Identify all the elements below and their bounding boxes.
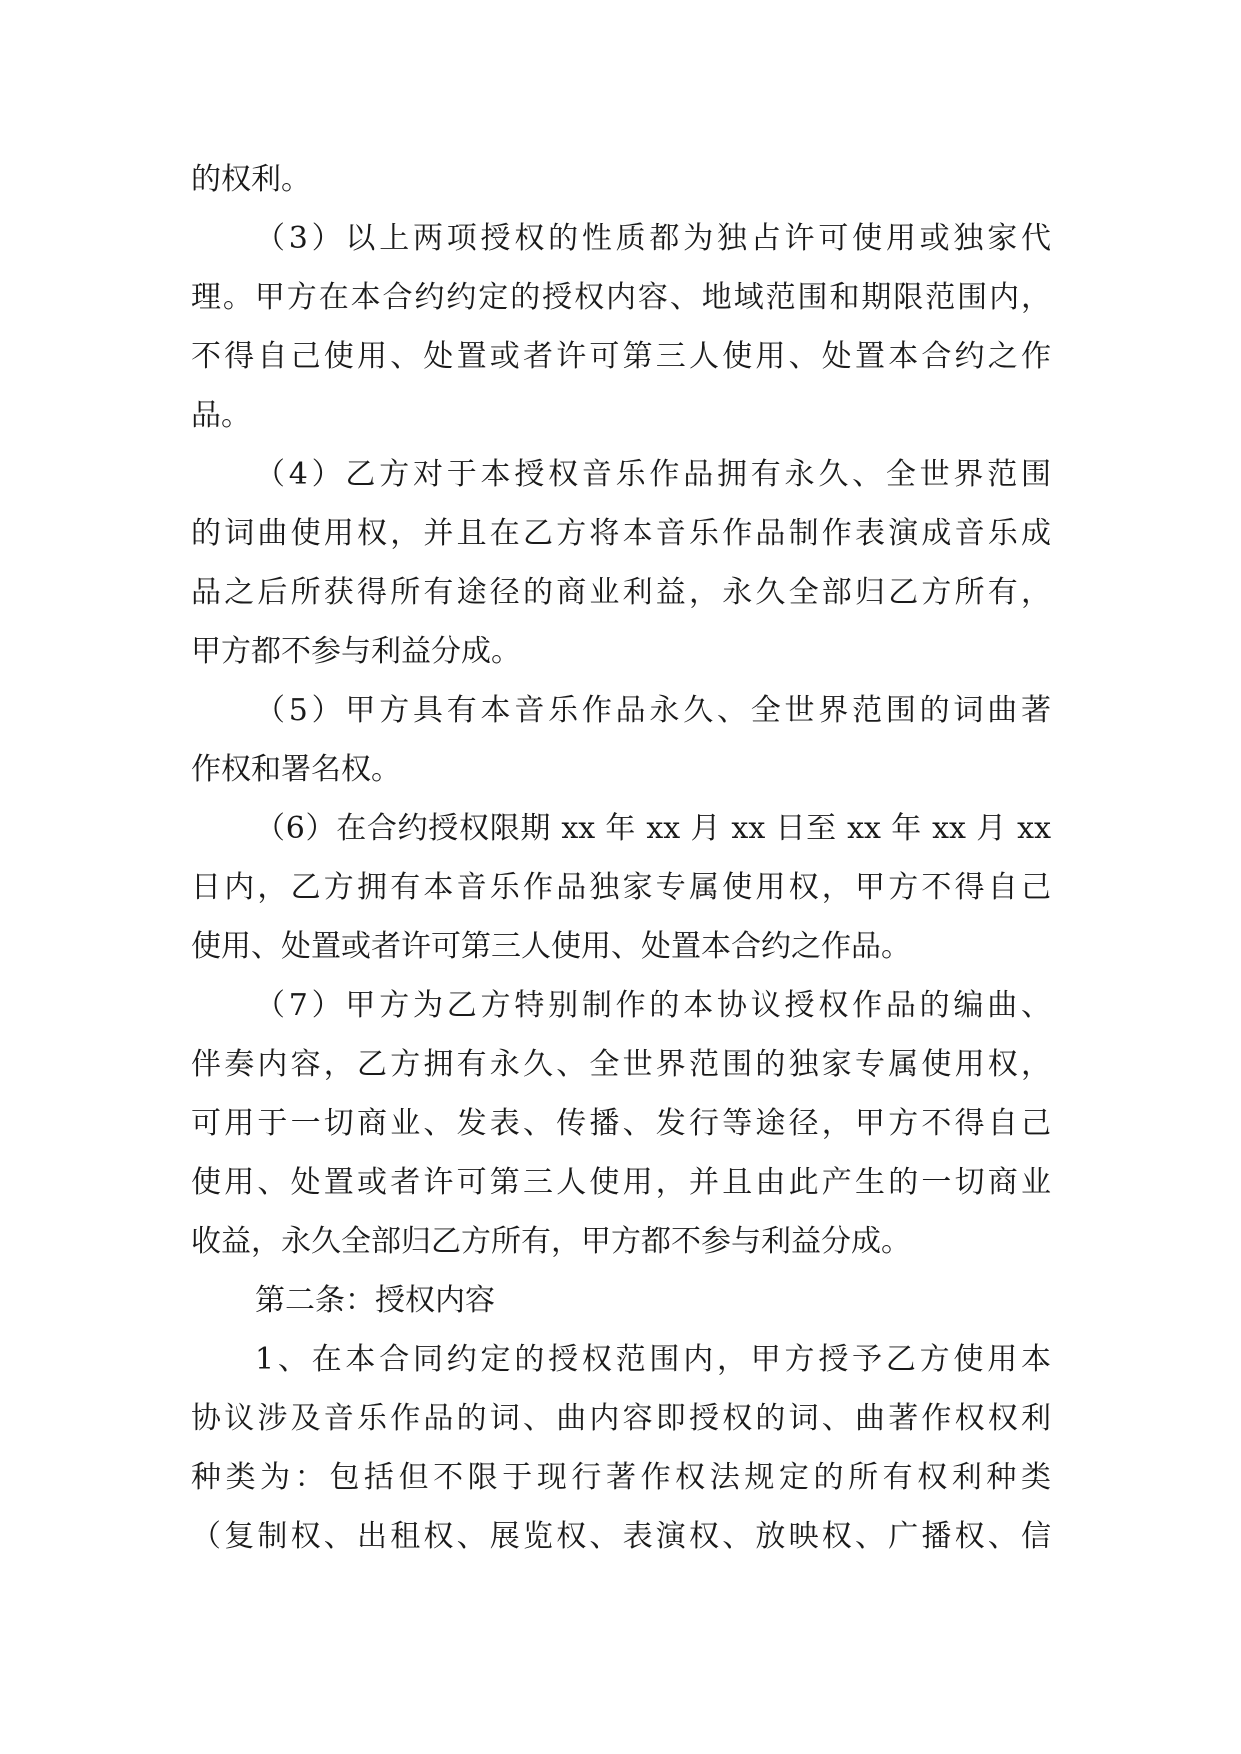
text-line: （7）甲方为乙方特别制作的本协议授权作品的编曲、	[255, 988, 1051, 1023]
text-line: 理。甲方在本合约约定的授权内容、地域范围和期限范围内，	[191, 280, 1051, 315]
text-line: 的词曲使用权，并且在乙方将本音乐作品制作表演成音乐成	[191, 516, 1051, 551]
text-line: （3）以上两项授权的性质都为独占许可使用或独家代	[255, 221, 1051, 256]
text-line: （6）在合约授权限期 xx 年 xx 月 xx 日至 xx 年 xx 月 xx	[255, 811, 1051, 846]
text-line: 的权利。	[191, 162, 311, 197]
text-line: 种类为：包括但不限于现行著作权法规定的所有权利种类	[191, 1460, 1051, 1495]
text-line: （5）甲方具有本音乐作品永久、全世界范围的词曲著	[255, 693, 1051, 728]
text-line: 协议涉及音乐作品的词、曲内容即授权的词、曲著作权权利	[191, 1401, 1051, 1436]
text-line: 作权和署名权。	[191, 752, 401, 787]
document-body	[191, 150, 1051, 1566]
text-line: 品之后所获得所有途径的商业利益，永久全部归乙方所有，	[191, 575, 1051, 610]
text-line: 使用、处置或者许可第三人使用，并且由此产生的一切商业	[191, 1165, 1051, 1200]
text-line: 甲方都不参与利益分成。	[191, 634, 521, 669]
text-line: 品。	[191, 398, 251, 433]
text-line: 收益，永久全部归乙方所有，甲方都不参与利益分成。	[191, 1224, 911, 1259]
text-line: 1、在本合同约定的授权范围内，甲方授予乙方使用本	[255, 1342, 1051, 1377]
text-line: 不得自己使用、处置或者许可第三人使用、处置本合约之作	[191, 339, 1051, 374]
text-line: （4）乙方对于本授权音乐作品拥有永久、全世界范围	[255, 457, 1051, 492]
text-line: 伴奏内容，乙方拥有永久、全世界范围的独家专属使用权，	[191, 1047, 1051, 1082]
text-line: 可用于一切商业、发表、传播、发行等途径，甲方不得自己	[191, 1106, 1051, 1141]
text-line: 日内，乙方拥有本音乐作品独家专属使用权，甲方不得自己	[191, 870, 1051, 905]
section-heading: 第二条：授权内容	[255, 1283, 495, 1318]
text-line: （复制权、出租权、展览权、表演权、放映权、广播权、信	[191, 1519, 1051, 1554]
text-line: 使用、处置或者许可第三人使用、处置本合约之作品。	[191, 929, 911, 964]
